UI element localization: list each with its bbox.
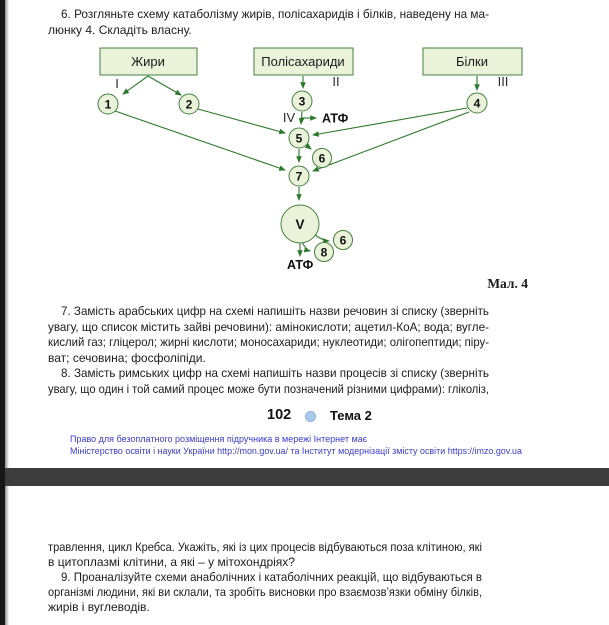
arrow-node1-to-node7 (115, 111, 285, 170)
copyright-line: Міністерство освіти і науки України http://mon.gov.ua/ та Інститут модернізації змісту освіти https://imzo.gov.ua (70, 445, 522, 456)
node-7-label: 7 (295, 169, 303, 184)
node-8-label: 8 (320, 245, 328, 260)
copyright-line: Право для безоплатного розміщення підручника в мережі Інтернет має (70, 434, 368, 444)
node-3-label: 3 (298, 94, 306, 109)
node-4-label: 4 (473, 96, 481, 111)
body-text-line: увагу, що один і той самий процес може бути позначений різними цифрами): гліколіз, (48, 381, 489, 396)
next-page-paragraphs (48, 540, 482, 615)
body-text-line: в цитоплазмі клітини, а які – у мітохондріях? (48, 555, 295, 569)
node-1-label: 1 (104, 97, 112, 112)
fats-label: Жири (131, 54, 165, 69)
arrow-fats-to-node1 (123, 76, 148, 94)
body-text-line: люнку 4. Складіть власну. (48, 22, 192, 37)
node-6-label: 6 (318, 151, 326, 166)
body-text-line: жирів і вуглеводів. (48, 600, 150, 614)
body-text-line: увагу, що список містить зайві речовини): амінокислоти; ацетил-КоА; вода; вугле- (48, 319, 489, 334)
process-roman-2: II (332, 74, 340, 89)
body-text-line: 7. Замість арабських цифр на схемі напишіть назви речовин зі списку (зверніть (61, 304, 489, 318)
page-number: 102 (267, 407, 292, 423)
theme-dot-icon (305, 411, 316, 422)
page-edge-shadow (5, 486, 9, 625)
body-text-line: травлення, цикл Кребса. Укажіть, які із цих процесів відбуваються поза клітиною, які (48, 540, 482, 554)
node-5-label: 5 (295, 131, 303, 146)
body-text-line: 6. Розгляньте схему катаболізму жирів, полісахаридів і білків, наведену на ма- (61, 7, 489, 21)
atp-label-top: АТФ (322, 111, 349, 126)
process-roman-1: I (115, 76, 119, 91)
arrow-nodeV-to-node8 (302, 242, 310, 251)
section-label: Тема 2 (330, 408, 372, 423)
figure-caption: Мал. 4 (487, 276, 528, 291)
copyright-notice (70, 434, 522, 457)
tasks-7-8-paragraphs (48, 304, 489, 397)
body-text-line: кислий газ; гліцерол; жирні кислоти; моносахариди; нуклеотиди; олігопептиди; піру- (48, 335, 489, 349)
body-text-line: організмі людини, які ви склали, та зробіть висновки про взаємозв’язки обміну білків, (48, 585, 482, 599)
arrow-node3-to-node5 (301, 112, 302, 124)
process-roman-4: IV (282, 110, 296, 125)
body-text-line: 8. Замість римських цифр на схемі напишіть назви процесів зі списку (зверніть (61, 366, 489, 380)
process-roman-3: III (497, 74, 509, 89)
atp-label-bottom: АТФ (287, 258, 314, 272)
node-6b-label: 6 (339, 233, 347, 248)
polysaccharides-label: Полісахариди (261, 54, 345, 69)
node-2-label: 2 (185, 97, 193, 112)
arrow-fats-to-node2 (148, 76, 181, 95)
body-text-line: ват; сечовина; фосфоліпіди. (48, 350, 206, 365)
node-V-label: V (295, 217, 305, 232)
proteins-label: Білки (456, 54, 488, 69)
arrow-node5-to-node6 (306, 145, 311, 149)
arrow-node2-to-node5 (198, 109, 285, 133)
arrow-nodeV-to-node6b (315, 235, 329, 241)
body-text-line: 9. Проаналізуйте схеми анаболічних і катаболічних реакцій, що відбуваються в (61, 570, 482, 584)
